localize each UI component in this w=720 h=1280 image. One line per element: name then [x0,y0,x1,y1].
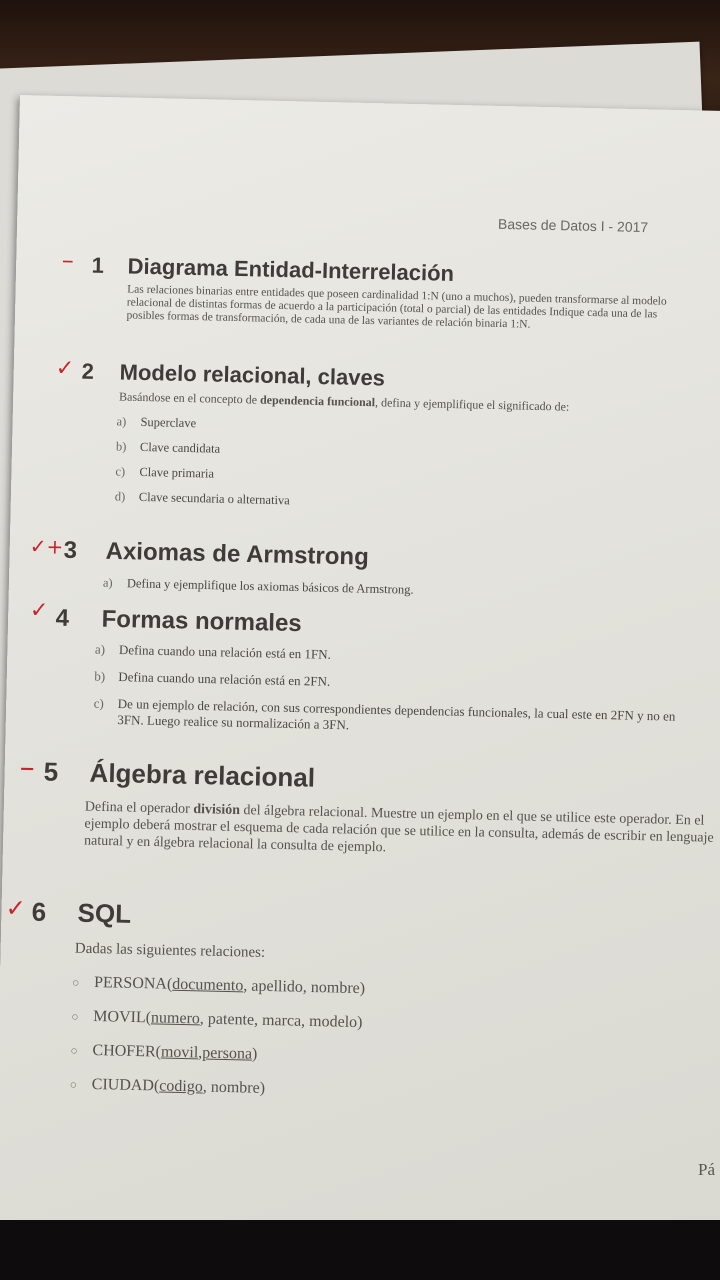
section-6-title: SQL [77,897,132,929]
relation-key: documento [172,975,244,995]
item-label: c) [115,464,126,479]
item-label: b) [115,439,127,454]
item-text: De un ejemplo de relación, con sus correspondientes dependencias funcionales, la cual este en 2FN y no en 3FN. Luego realice su normalización a 3FN. [117,696,676,733]
section-2-text-pre: Basándose en el concepto de [118,389,261,407]
relation-key-2: persona [202,1044,253,1063]
section-2-items [115,409,695,522]
section-1 [60,246,691,335]
section-5-title: Álgebra relacional [89,757,316,793]
section-1-text: Las relaciones binarias entre entidades que poseen cardinalidad 1:N (uno a muchos), pueden transformarse al modelo relacional de distintas formas de acuerdo a la participación (total o parcial) de las entidades Indique cada una de las posibles formas de transformación, de cada una de las variantes de relación binaria 1:N. [126,283,667,331]
section-5-text-bold: división [193,801,241,819]
relation-key: movil [160,1043,199,1062]
grade-mark-5: – [19,750,36,786]
section-4-title: Formas normales [101,605,303,638]
relation-mid: , [198,1044,203,1062]
section-2-number: 2 [81,358,95,384]
section-5-number: 5 [43,756,59,787]
bullet-icon: ○ [69,1077,78,1092]
section-3-number: 3 [63,536,78,565]
relation-rest: , patente, marca, modelo) [199,1010,363,1032]
relation-rest: ) [251,1045,258,1063]
relation-name: CHOFER( [92,1042,162,1061]
section-6 [1,896,705,1116]
section-6-intro: Dadas las siguientes relaciones: [74,940,266,961]
item-text: Defina cuando una relación está en 1FN. [118,642,332,662]
item-text: Superclave [140,414,197,431]
relation-key: codigo [159,1077,204,1096]
grade-mark-3: ✓+ [29,534,64,559]
item-text: Defina cuando una relación está en 2FN. [118,669,331,689]
list-item [95,641,695,671]
item-text: Defina y ejemplifique los axiomas básicos de Armstrong. [126,576,414,597]
section-5-heading [19,756,720,803]
section-2 [53,358,696,522]
section-4-heading [29,604,709,647]
relation-rest: , nombre) [202,1078,266,1097]
relation-name: PERSONA( [93,974,173,993]
section-4-number: 4 [55,604,70,632]
section-2-text-post: , defina y ejemplifique el significado de: [374,395,570,414]
section-6-heading [5,896,706,943]
bullet-icon: ○ [71,975,80,990]
section-1-number: 1 [91,252,105,278]
relation-key: numero [150,1009,201,1028]
section-3 [29,536,690,607]
page-footer-fragment: Pá [698,1160,715,1179]
section-2-title: Modelo relacional, claves [119,359,386,391]
grade-mark-1: – [61,246,75,275]
item-label: a) [116,414,127,429]
section-1-title: Diagrama Entidad-Interrelación [127,253,455,286]
relation-rest: , apellido, nombre) [243,977,366,998]
section-5 [18,750,720,864]
grade-mark-2: ✓ [55,356,75,382]
relation-name: CIUDAD( [91,1075,160,1095]
section-3-title: Axiomas de Armstrong [105,537,370,571]
item-label: b) [94,668,106,684]
section-5-text-pre: Defina el operador [84,799,194,817]
course-header: Bases de Datos I - 2017 [497,215,649,236]
item-text: Clave candidata [139,439,221,456]
item-text: Clave primaria [139,464,215,481]
section-4-items [93,641,695,741]
bullet-icon: ○ [71,1009,79,1024]
section-5-text [84,798,717,863]
grade-mark-4: ✓ [29,598,49,624]
item-text: Clave secundaria o alternativa [138,489,290,508]
grade-mark-6: ✓ [5,894,27,923]
list-item [93,695,694,741]
bullet-icon: ○ [70,1043,78,1058]
item-label: a) [94,641,106,657]
relations-list [69,966,704,1116]
section-5-text-post: del álgebra relacional. Muestre un ejemplo en el que se utilice este operador. En el ejemplo deberá mostrar el esquema de cada relación que se utilice en la consulta, además de escribir en lenguaje natural y en álgebra relacional la consulta de ejemplo. [83,803,714,856]
item-label: d) [114,489,126,504]
relation-name: MOVIL( [93,1008,152,1027]
section-2-text-bold: dependencia funcional [259,392,376,410]
section-6-number: 6 [31,896,47,927]
list-item [94,668,694,698]
item-label: c) [93,695,105,711]
section-4 [27,598,710,741]
item-label: a) [102,575,113,590]
